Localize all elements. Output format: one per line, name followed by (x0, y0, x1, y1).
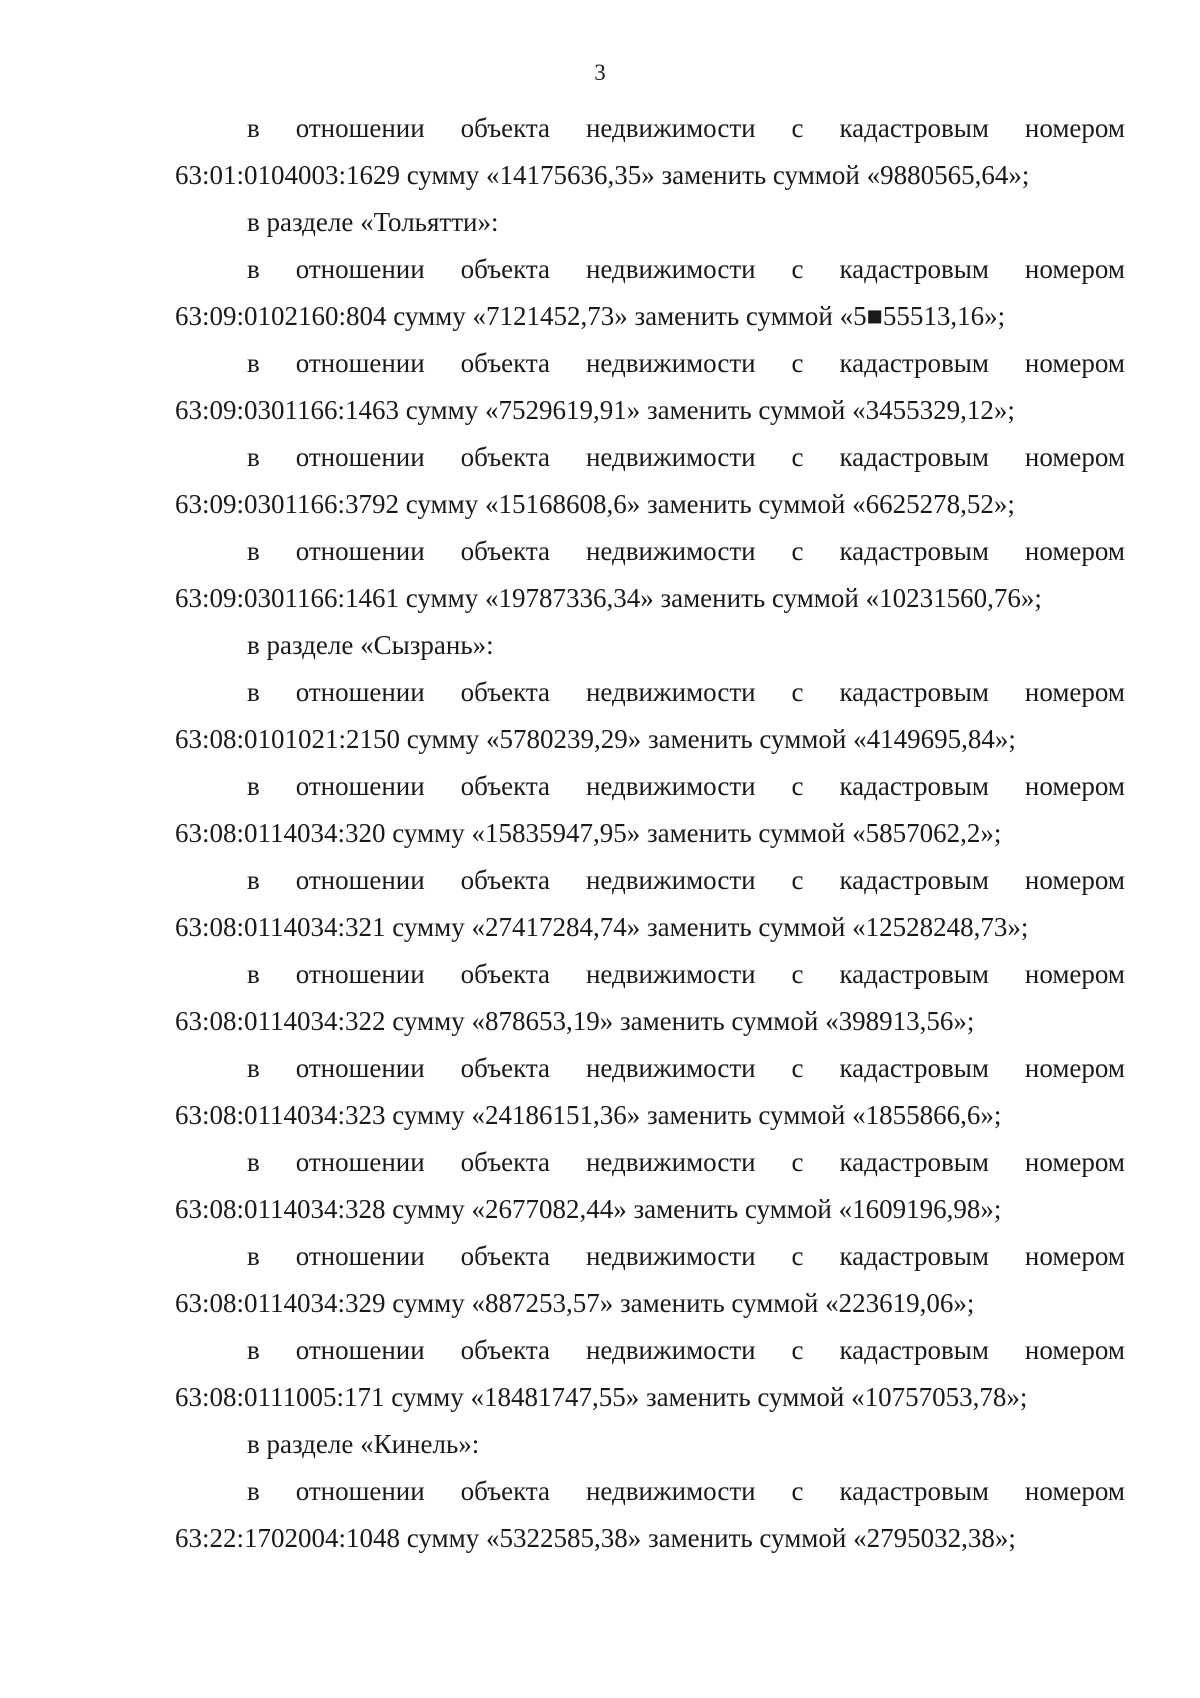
page-number: 3 (594, 60, 606, 85)
paragraph-lead: в отношении объекта недвижимости с кадастровым номером (247, 1335, 1125, 1365)
section-heading-kinel: в разделе «Кинель»: (247, 1429, 480, 1459)
paragraph-lead: в отношении объекта недвижимости с кадастровым номером (247, 536, 1125, 566)
paragraph-item (175, 857, 1125, 951)
paragraph-continuation: 63:08:0111005:171 сумму «18481747,55» заменить суммой «10757053,78»; (175, 1382, 1028, 1412)
paragraph-item (175, 1327, 1125, 1421)
paragraph-continuation: 63:01:0104003:1629 сумму «14175636,35» заменить суммой «9880565,64»; (175, 160, 1030, 190)
paragraph-continuation: 63:08:0101021:2150 сумму «5780239,29» заменить суммой «4149695,84»; (175, 724, 1016, 754)
paragraph-item (175, 528, 1125, 622)
paragraph-continuation: 63:08:0114034:320 сумму «15835947,95» заменить суммой «5857062,2»; (175, 818, 1002, 848)
paragraph-item (175, 763, 1125, 857)
paragraph-lead: в отношении объекта недвижимости с кадастровым номером (247, 1241, 1125, 1271)
paragraph-item (175, 1045, 1125, 1139)
paragraph-item (175, 246, 1125, 340)
paragraph-item (175, 951, 1125, 1045)
paragraph-continuation: 63:09:0301166:1461 сумму «19787336,34» заменить суммой «10231560,76»; (175, 583, 1042, 613)
paragraph-item (175, 669, 1125, 763)
paragraph-lead: в отношении объекта недвижимости с кадастровым номером (247, 1147, 1125, 1177)
paragraph-lead: в отношении объекта недвижимости с кадастровым номером (247, 1053, 1125, 1083)
paragraph-continuation: 63:08:0114034:328 сумму «2677082,44» заменить суммой «1609196,98»; (175, 1194, 1002, 1224)
paragraph-continuation: 63:08:0114034:323 сумму «24186151,36» заменить суммой «1855866,6»; (175, 1100, 1002, 1130)
paragraph-lead: в отношении объекта недвижимости с кадастровым номером (247, 113, 1125, 143)
paragraph-continuation: 63:08:0114034:321 сумму «27417284,74» заменить суммой «12528248,73»; (175, 912, 1029, 942)
paragraph-continuation: 63:09:0301166:3792 сумму «15168608,6» заменить суммой «6625278,52»; (175, 489, 1015, 519)
section-heading-togliatti: в разделе «Тольятти»: (247, 207, 499, 237)
paragraph-lead: в отношении объекта недвижимости с кадастровым номером (247, 442, 1125, 472)
paragraph-lead: в отношении объекта недвижимости с кадастровым номером (247, 959, 1125, 989)
paragraph-continuation: 63:09:0301166:1463 сумму «7529619,91» заменить суммой «3455329,12»; (175, 395, 1015, 425)
paragraph-item (175, 1233, 1125, 1327)
paragraph-lead: в отношении объекта недвижимости с кадастровым номером (247, 771, 1125, 801)
section-heading-syzran: в разделе «Сызрань»: (247, 630, 494, 660)
paragraph-item (175, 434, 1125, 528)
paragraph-item (175, 1468, 1125, 1562)
paragraph-lead: в отношении объекта недвижимости с кадастровым номером (247, 677, 1125, 707)
document-body (175, 105, 1125, 1562)
paragraph-continuation: 63:09:0102160:804 сумму «7121452,73» заменить суммой «5■55513,16»; (175, 301, 1006, 331)
paragraph-lead: в отношении объекта недвижимости с кадастровым номером (247, 865, 1125, 895)
paragraph-lead: в отношении объекта недвижимости с кадастровым номером (247, 254, 1125, 284)
paragraph-item (175, 340, 1125, 434)
paragraph-lead: в отношении объекта недвижимости с кадастровым номером (247, 348, 1125, 378)
paragraph-item (175, 1139, 1125, 1233)
paragraph-continuation: 63:08:0114034:329 сумму «887253,57» заменить суммой «223619,06»; (175, 1288, 975, 1318)
paragraph-lead: в отношении объекта недвижимости с кадастровым номером (247, 1476, 1125, 1506)
paragraph-continuation: 63:22:1702004:1048 сумму «5322585,38» заменить суммой «2795032,38»; (175, 1523, 1016, 1553)
paragraph-item (175, 105, 1125, 199)
paragraph-continuation: 63:08:0114034:322 сумму «878653,19» заменить суммой «398913,56»; (175, 1006, 975, 1036)
